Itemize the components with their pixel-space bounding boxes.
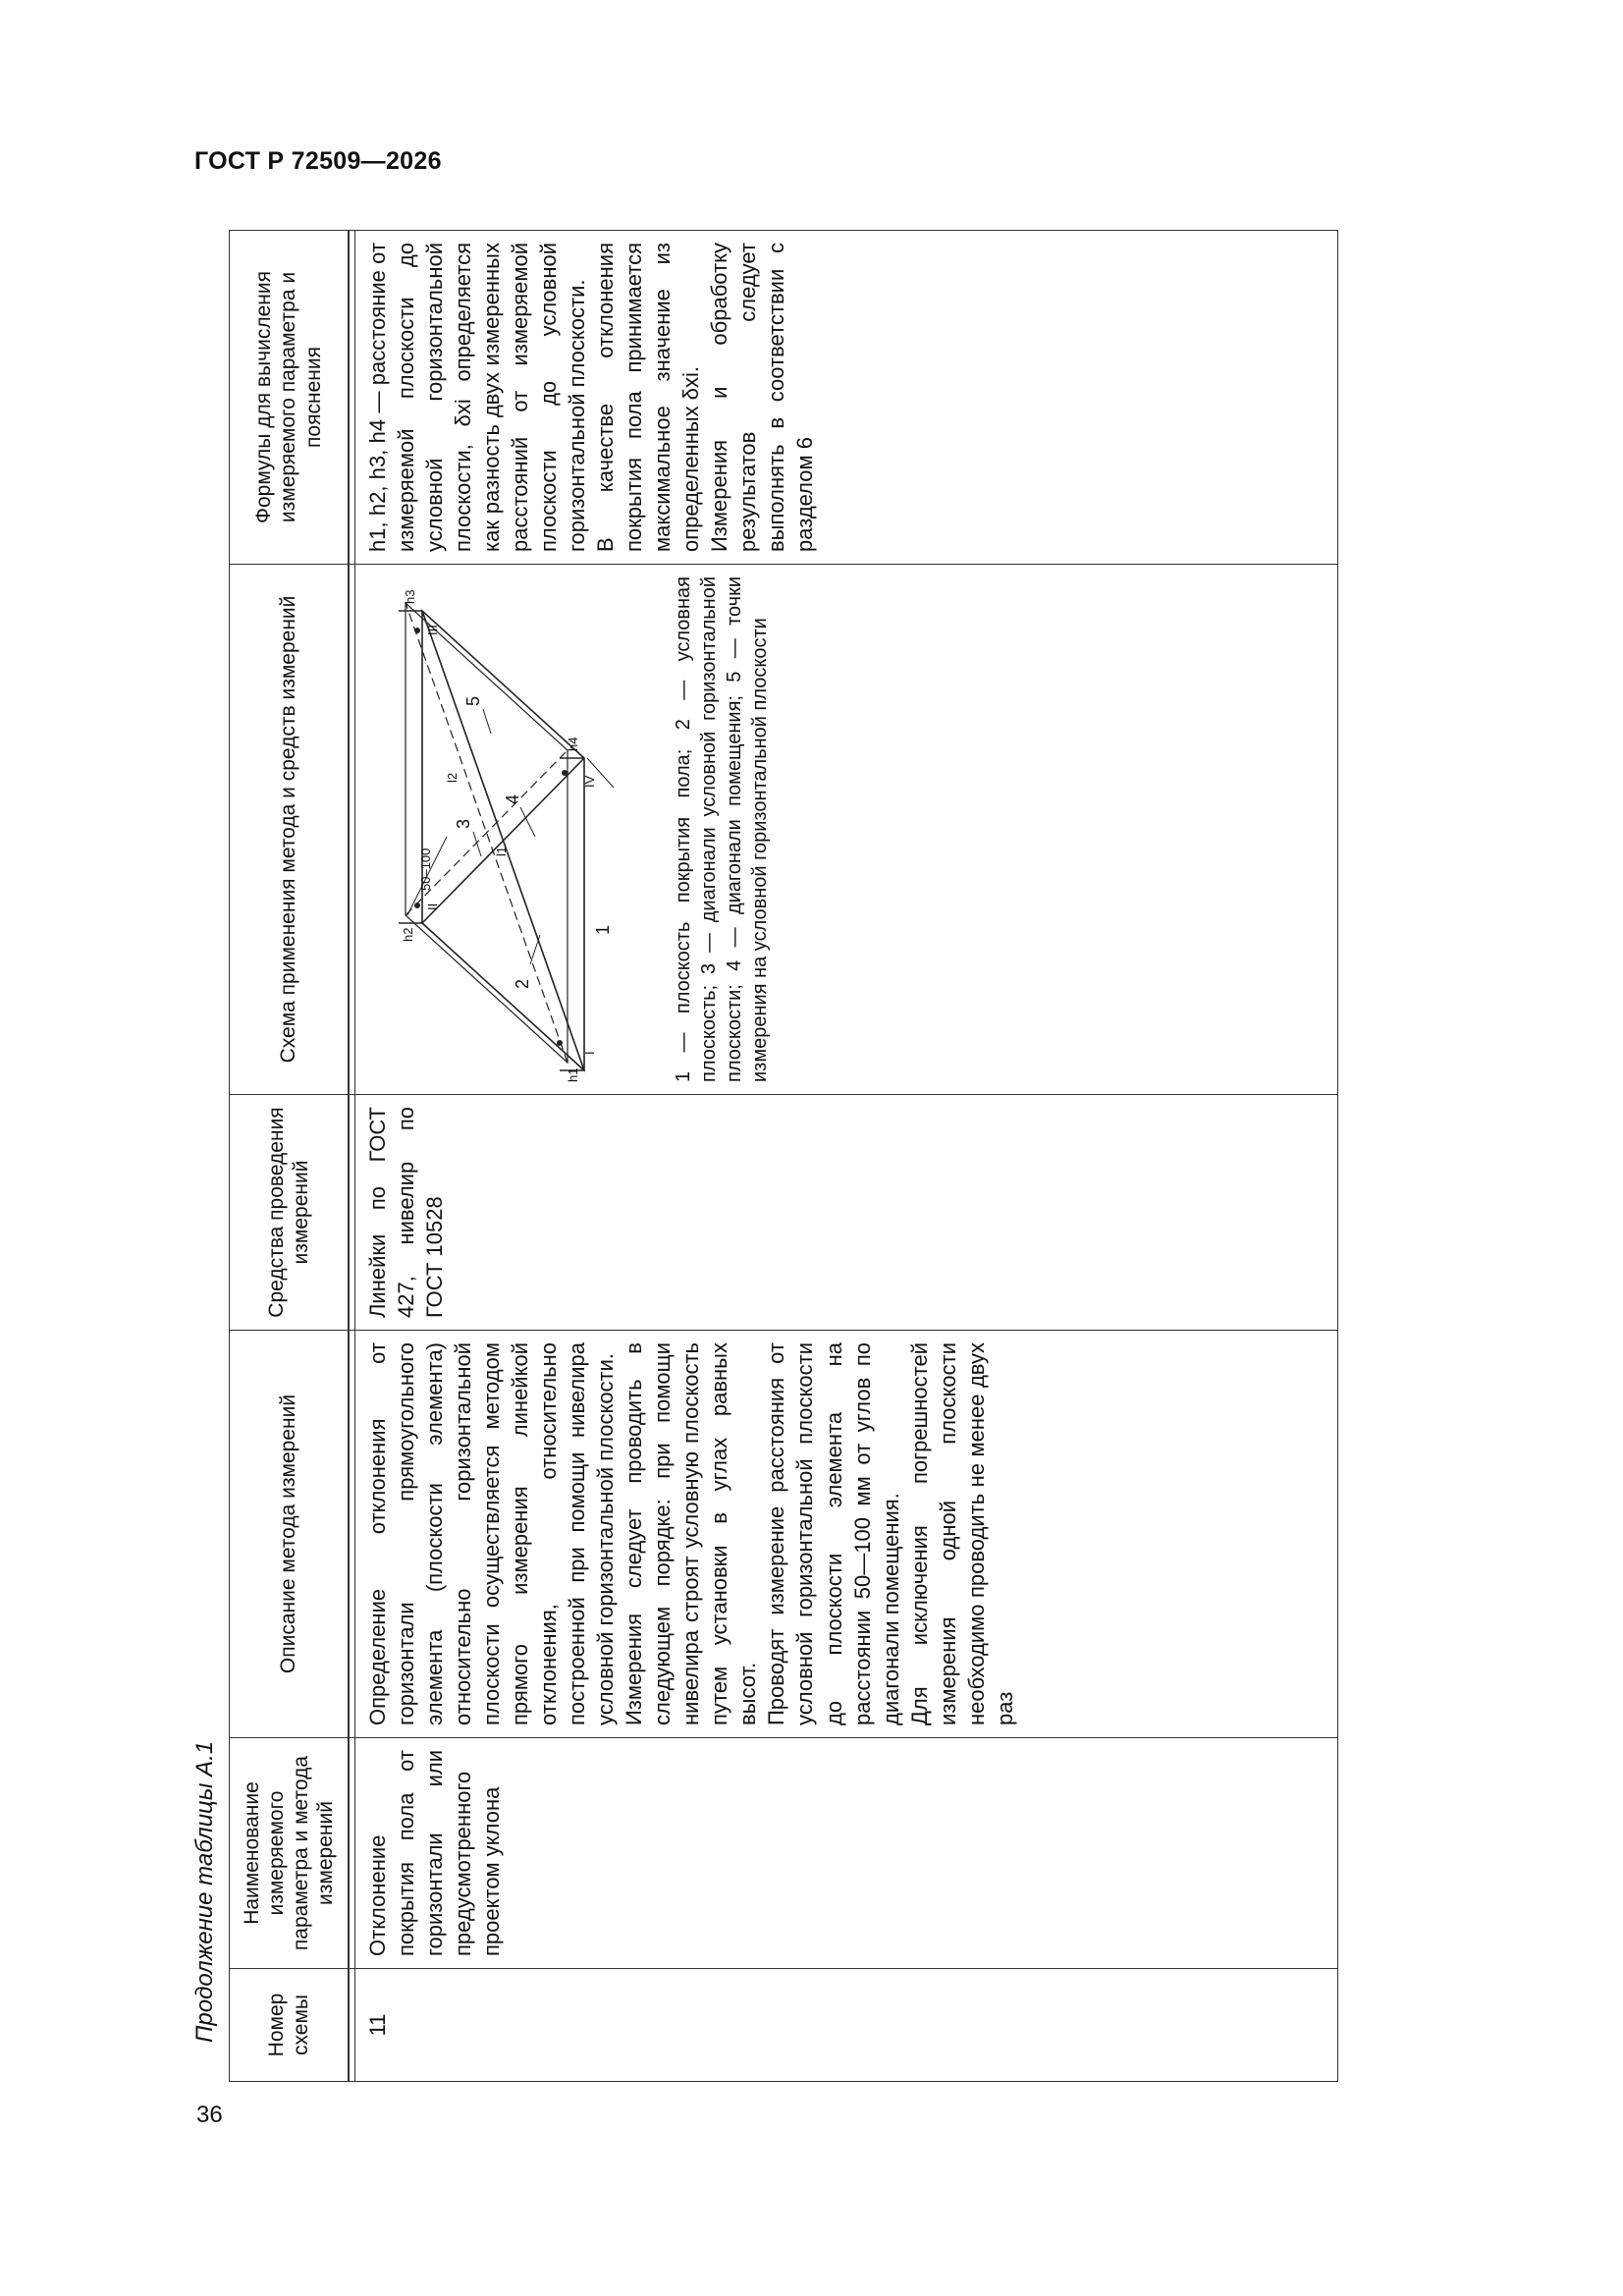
measurement-table bbox=[229, 230, 1338, 2082]
cell-number: 11 bbox=[355, 1969, 1338, 2082]
col-header-description: Описание метода измерений bbox=[230, 1331, 350, 1738]
table-caption: Продолжение таблицы А.1 bbox=[191, 1740, 218, 2043]
measurement-point bbox=[557, 1040, 563, 1046]
corner-label-i: I bbox=[582, 1051, 597, 1055]
room-diagonal bbox=[422, 758, 584, 923]
corner-label-iv: IV bbox=[582, 775, 597, 788]
cell-formulas bbox=[355, 231, 1338, 565]
label-4: 4 bbox=[503, 793, 522, 804]
cell-parameter: Отклонение покрытия пола от горизонтали или предусмотренного проектом уклона bbox=[355, 1738, 1338, 1969]
page-number: 36 bbox=[196, 2102, 223, 2128]
scheme-legend bbox=[671, 576, 773, 1082]
corner-label-iii: III bbox=[425, 625, 440, 635]
label-1: 1 bbox=[593, 924, 613, 935]
description-paragraph: Определение отклонения от горизонтали прямоугольного элемента (плоскости элемента) относительно горизонтальной плоскости осуществляется методом прямого измерения линейкой отклонения, относительно построенной при помощи нивелира условной горизонтальной плоскости. bbox=[365, 1342, 619, 1725]
diagonal-label-l1: l1 bbox=[494, 846, 509, 856]
formulas-paragraph: Измерения и обработку результатов следует выполнять в соответствии с разделом 6 bbox=[707, 243, 818, 552]
table-header-row bbox=[230, 231, 350, 2082]
document-header: ГОСТ Р 72509—2026 bbox=[194, 147, 442, 175]
table-row bbox=[355, 231, 1338, 2082]
h4-label: h4 bbox=[566, 737, 580, 751]
h1-label: h1 bbox=[566, 1067, 580, 1082]
col-header-instruments: Средства проведения измерений bbox=[230, 1095, 350, 1331]
diagonal-label-l2: l2 bbox=[445, 772, 460, 783]
measurement-point bbox=[414, 628, 420, 633]
description-paragraph: Измерения следует проводить в следующем порядке: при помощи нивелира строят условную плоскость путем установки в углах равных высот. bbox=[622, 1342, 761, 1725]
measurement-point bbox=[414, 902, 420, 908]
col-header-number: Номер схемы bbox=[230, 1969, 350, 2082]
col-header-parameter: Наименование измеряемого параметра и метода измерений bbox=[230, 1738, 350, 1969]
label-3: 3 bbox=[454, 818, 473, 829]
cell-description bbox=[355, 1331, 1338, 1738]
corner-label-ii: II bbox=[425, 902, 440, 910]
dimension-label: 50–100 bbox=[418, 847, 433, 891]
measurement-point bbox=[562, 770, 568, 776]
col-header-scheme: Схема применения метода и средств измерений bbox=[230, 565, 350, 1095]
scheme-legend-text: 1 — плоскость покрытия пола; 2 — условная плоскость; 3 — диагонали условной горизонтальной плоскости; 4 — диагонали помещения; 5 — точки измерения на условной горизонтальной плоскости bbox=[673, 576, 772, 1082]
cell-instruments: Линейки по ГОСТ 427, нивелир по ГОСТ 10528 bbox=[355, 1095, 1338, 1331]
h2-label: h2 bbox=[401, 927, 415, 942]
measurement-scheme-diagram bbox=[363, 581, 658, 1082]
description-paragraph: Для исключения погрешностей измерения одной плоскости необходимо проводить не менее двух раз bbox=[906, 1342, 1017, 1725]
description-paragraph: Проводят измерение расстояния от условной горизонтальной плоскости до плоскости элемента на расстоянии 50—100 мм от углов по диагонали помещения. bbox=[764, 1342, 903, 1725]
label-2: 2 bbox=[513, 978, 532, 989]
formulas-paragraph: В качестве отклонения покрытия пола принимается максимальное значение из определенных δxi. bbox=[593, 243, 704, 552]
h3-label: h3 bbox=[403, 589, 417, 604]
rotated-table-wrapper bbox=[229, 231, 1338, 2082]
label-5: 5 bbox=[463, 695, 483, 706]
formulas-paragraph: h1, h2, h3, h4 — расстояние от измеряемой плоскости до условной горизонтальной плоскости, δxi определяется как разность двух измеренных расстояний от измеряемой плоскости до условной горизонтальной плоскости. bbox=[365, 243, 590, 552]
col-header-formulas: Формулы для вычисления измеряемого параметра и пояснения bbox=[230, 231, 350, 565]
cell-scheme bbox=[355, 565, 1338, 1095]
